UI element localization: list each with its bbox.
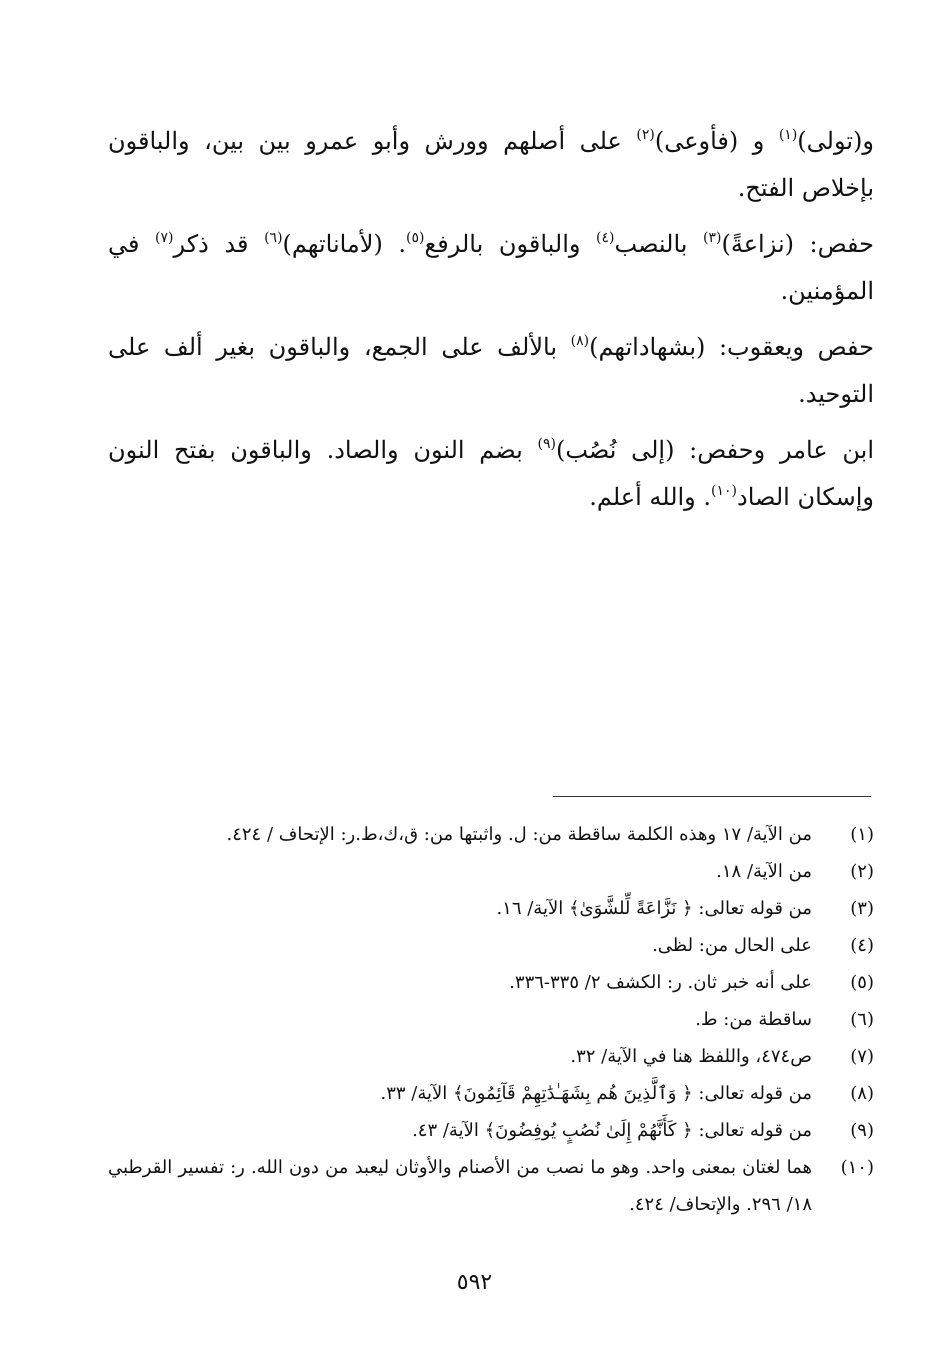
paragraph — [108, 324, 874, 418]
paragraph-text: حفص ويعقوب: (بشهاداتهم) — [589, 333, 874, 361]
footnote-number: (٥) — [850, 972, 874, 993]
footnote-number: (٨) — [850, 1083, 874, 1104]
footnote — [108, 1149, 874, 1223]
paragraph — [108, 221, 874, 315]
footnote — [108, 1075, 874, 1112]
footnote-ref: (٢) — [636, 127, 655, 143]
footnote-ref: (٩) — [537, 436, 556, 452]
paragraph-text: حفص: (نزاعةً) — [721, 230, 875, 258]
paragraph-text: و (فأوعى) — [654, 127, 779, 155]
paragraph-text: في المؤمنين. — [108, 230, 874, 305]
footnote-text: من قوله تعالى: ﴿ كَأَنَّهُمْ إِلَىٰ نُصُبٍ يُوفِضُونَ﴾ الآية/ ٤٣. — [412, 1120, 812, 1141]
footnote — [108, 964, 874, 1001]
footnote-text: ساقطة من: ط. — [695, 1009, 812, 1030]
paragraph-text: قد ذكر — [173, 230, 265, 258]
footnote — [108, 1001, 874, 1038]
footnote — [108, 1038, 874, 1075]
paragraph — [108, 427, 874, 521]
footnote-text: من الآية/ ١٨. — [716, 861, 812, 882]
paragraph-text: بالألف على الجمع، والباقون بغير ألف على التوحيد. — [108, 333, 874, 408]
footnote-ref: (١) — [778, 127, 798, 143]
footnote-number: (٣) — [850, 898, 874, 919]
page-number: ٥٩٢ — [456, 1270, 493, 1295]
footnote-text: على أنه خبر ثان. ر: الكشف ٢/ ٣٣٥-٣٣٦. — [509, 972, 812, 993]
footnotes — [108, 816, 874, 1223]
paragraph-text: على أصلهم وورش وأبو عمرو بين بين، والباقون بإخلاص الفتح. — [108, 127, 874, 202]
footnote — [108, 1112, 874, 1149]
paragraph-text: ابن عامر وحفص: (إلى نُصُب) — [555, 436, 875, 464]
footnote-ref: (٥) — [406, 230, 425, 246]
main-text — [108, 118, 874, 530]
footnote-divider — [553, 796, 871, 797]
footnote-ref: (٦) — [264, 230, 283, 246]
paragraph-text: . (لأماناتهم) — [282, 230, 407, 258]
paragraph-text: بالنصب — [614, 230, 704, 258]
footnote — [108, 890, 874, 927]
footnote-number: (٧) — [850, 1046, 874, 1067]
footnote-text: هما لغتان بمعنى واحد. وهو ما نصب من الأصنام والأوثان ليعبد من دون الله. ر: تفسير القرطبي ١٨/ ٢٩٦. والإتحاف/ ٤٢٤. — [108, 1157, 812, 1215]
footnote-ref: (٧) — [155, 230, 174, 246]
footnote-text: من قوله تعالى: ﴿ نَزَّاعَةً لِّلشَّوَىٰ﴾ الآية/ ١٦. — [496, 898, 812, 919]
footnote-ref: (٣) — [703, 230, 722, 246]
footnote — [108, 816, 874, 853]
footnote-text: من الآية/ ١٧ وهذه الكلمة ساقطة من: ل. واثبتها من: ق،ك،ط.ر: الإتحاف / ٤٢٤. — [226, 824, 812, 845]
paragraph — [108, 118, 874, 212]
footnote-number: (٩) — [850, 1120, 874, 1141]
footnote-text: على الحال من: لظى. — [652, 935, 812, 956]
paragraph-text: و(تولى) — [797, 127, 874, 155]
footnote-text: من قوله تعالى: ﴿ وَٱلَّذِينَ هُم بِشَهَـٰدَٰتِهِمْ قَآئِمُونَ﴾ الآية/ ٣٣. — [380, 1083, 812, 1104]
paragraph-text: . والله أعلم. — [589, 483, 712, 511]
paragraph-text: بضم النون والصاد. والباقون بفتح النون وإسكان الصاد — [108, 436, 874, 511]
footnote-number: (٦) — [850, 1009, 874, 1030]
footnote — [108, 927, 874, 964]
footnote-ref: (١٠) — [711, 483, 738, 499]
footnote-text: ص٤٧٤، واللفظ هنا في الآية/ ٣٢. — [570, 1046, 812, 1067]
footnote-ref: (٤) — [596, 230, 615, 246]
footnote — [108, 853, 874, 890]
footnote-ref: (٨) — [570, 333, 590, 349]
footnote-number: (١) — [850, 824, 874, 845]
footnote-number: (٤) — [850, 935, 874, 956]
footnote-number: (١٠) — [840, 1157, 874, 1178]
paragraph-text: والباقون بالرفع — [424, 230, 597, 258]
footnote-number: (٢) — [850, 861, 874, 882]
